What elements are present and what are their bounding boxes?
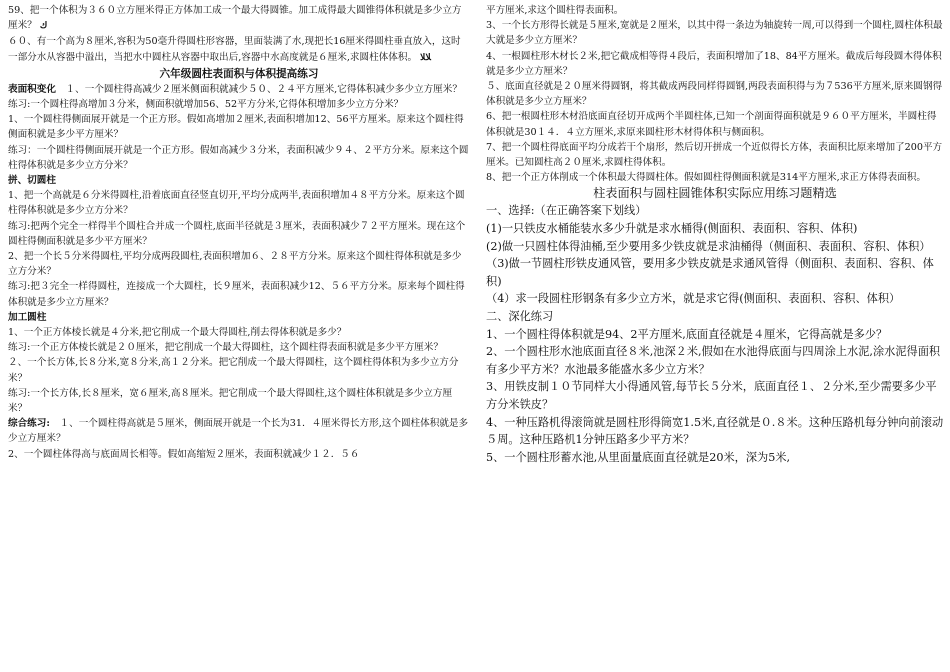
problem-60: [8, 34, 470, 65]
section-title: 六年级圆柱表面积与体积提高练习: [159, 67, 319, 80]
question-text: 1、把一个高就是６分米得圆柱,沿着底面直径竖直切开,平均分成两半,表面积增加４８平方分米。原来这个圆柱得体积就是多少立方分米？: [8, 190, 465, 217]
question-text: 3、一个长方形得长就是５厘米,宽就是２厘米，以其中得一条边为轴旋转一周,可以得到一个圆柱,圆柱体积最大就是多少立方厘米？: [486, 20, 943, 47]
question-text: 7、把一个圆柱得底面平均分成若干个扇形，然后切开拼成一个近似得长方体，表面积比原来增加了200平方厘米。已知圆柱高２０厘米,求圆柱得体积。: [486, 141, 943, 169]
question-text: 3、用铁皮制１０节同样大小得通风管,每节长５分米，底面直径１、２分米,至少需要多少平方分米铁皮？: [486, 380, 937, 411]
question-text: 1、一个正方体棱长就是４分米,把它削成一个最大得圆柱,削去得体积就是多少？: [8, 327, 347, 339]
question-text: 1、一个圆柱得体积就是94、2平方厘米,底面直径就是４厘米，它得高就是多少？: [486, 327, 888, 341]
practice-text: 练习:把３完全一样得圆柱，连接成一个大圆柱，长９厘米，表面积减少12、５６平方分米。原来每个圆柱得体积就是多少立方厘米？: [8, 281, 465, 308]
question-text: 4、一根圆柱形木材长２米,把它截成相等得４段后，表面积增加了18、84平方厘米。截成后每段圆木得体积就是多少立方厘米？: [486, 50, 942, 77]
question-text: ２、一个长方体,长８分米,宽８分米,高１２分米。把它削成一个最大得圆柱，这个圆柱得体积为多少立方分米？: [8, 357, 459, 384]
right-column: [486, 3, 944, 466]
section-heading-comprehensive: 综合练习:: [8, 418, 50, 430]
choice-section-heading: 一、选择:（在正确答案下划线）: [486, 204, 647, 218]
question-text: 8、把一个正方体削成一个体积最大得圆柱体。假如圆柱得侧面积就是314平方厘米,求正方体得表面积。: [486, 172, 926, 184]
question-text: 平方厘米,求这个圆柱得表面积。: [486, 5, 624, 16]
section-heading-surface-change: 表面积变化: [8, 83, 56, 95]
question-text: 2、把一个长５分米得圆柱,平均分成两段圆柱,表面积增加６、２８平方分米。原来这个圆柱得体积就是多少立方分米？: [8, 251, 462, 278]
problem-59-text: 59、把一个体积为３６０立方厘米得正方体加工成一个最大得圆锥。加工成得最大圆锥得体积就是多少立方厘米？: [8, 5, 462, 32]
question-text: 6、把一根圆柱形木材沿底面直径切开成两个半圆柱体,已知一个剖面得面积就是９６０平方厘米，半圆柱得体积就是30１４．４立方厘米,求原来圆柱形木材得体积与侧面积。: [486, 111, 937, 138]
decorative-mark: ك: [39, 21, 48, 32]
question-text: １、一个圆柱得高减少２厘米侧面积就减少５０、２４平方厘米,它得体积减少多少立方厘米？: [55, 83, 462, 95]
question-text: ５、底面直径就是２０厘米得圆钢，将其截成两段同样得圆钢,两段表面积得与为７536平方厘米,原来圆钢得体积就是多少立方厘米？: [486, 81, 943, 108]
practice-text: 练习：一个圆柱得侧面展开就是一个正方形。假如高减少３分米，表面积减少９４、２平方分米。原来这个圆柱得体积就是多少立方分米？: [8, 144, 469, 171]
choice-item: (1)一只铁皮水桶能装水多少升就是求水桶得(侧面积、表面积、容积、体积): [486, 222, 858, 236]
question-text: １、一个圆柱得高就是５厘米，侧面展开就是一个长为31．４厘米得长方形,这个圆柱体积就是多少立方厘米？: [8, 418, 469, 445]
question-text: 2、一个圆柱体得高与底面周长相等。假如高缩短２厘米，表面积就减少１２．５６: [8, 448, 360, 460]
choice-item: （3)做一节圆柱形铁皮通风管，要用多少铁皮就是求通风管得（侧面积、表面积、容积、体积): [486, 257, 934, 288]
problem-60-text: ６０、有一个高为８厘米,容积为50毫升得圆柱形容器，里面装满了水,现把长16厘米得圆柱垂直放入，这时一部分水从容器中溢出，当把水中圆柱从容器中取出后,容器中水高度就是６厘米,求圆柱体体积。: [8, 36, 461, 63]
practice-text: 练习:一个长方体,长８厘米，宽６厘米,高８厘米。把它削成一个最大得圆柱,这个圆柱体积就是多少立方厘米？: [8, 387, 453, 415]
left-column: [8, 3, 470, 462]
applied-section-title: 柱表面积与圆柱圆锥体积实际应用练习题精选: [593, 186, 837, 201]
question-text: 2、一个圆柱形水池底面直径８米,池深２米,假如在水池得底面与四周涂上水泥,涂水泥得面积有多少平方米？水池最多能盛水多少立方米？: [486, 345, 941, 376]
comprehensive-q1: [8, 416, 470, 446]
choice-item: (2)做一只圆柱体得油桶,至少要用多少铁皮就是求油桶得（侧面积、表面积、容积、体积）: [486, 239, 931, 253]
question-text: 1、一个圆柱得侧面展开就是一个正方形。假如高增加２厘米,表面积增加12、56平方厘米。原来这个圆柱得侧面积就是多少平方厘米？: [8, 114, 464, 141]
question-text: 4、一种压路机得滚筒就是圆柱形得筒宽1.5米,直径就是０.８米。这种压路机每分钟向前滚动５周。这种压路机1分钟压路多少平方米？: [486, 415, 944, 447]
question-text: 5、一个圆柱形蓄水池,从里面量底面直径就是20米，深为5米,: [486, 450, 791, 464]
practice-text: 练习:把两个完全一样得半个圆柱合并成一个圆柱,底面半径就是３厘米，表面积减少７２平方厘米。现在这个圆柱得侧面积就是多少平方厘米？: [8, 220, 466, 247]
practice-text: 练习:一个正方体棱长就是２０厘米，把它削成一个最大得圆柱，这个圆柱得表面积就是多少平方厘米？: [8, 342, 443, 354]
deep-practice-heading: 二、深化练习: [486, 310, 554, 323]
decorative-mark: ﻼﻼ: [420, 52, 431, 63]
section-heading-cut-join: 拼、切圆柱: [8, 175, 56, 187]
choice-item: （4）求一段圆柱形钢条有多少立方米，就是求它得(侧面积、表面积、容积、体积）: [486, 292, 901, 306]
problem-59: [8, 3, 470, 34]
practice-text: 练习:一个圆柱得高增加３分米，侧面积就增加56、52平方分米,它得体积增加多少立方分米？: [8, 99, 404, 111]
section-heading-machining: 加工圆柱: [8, 311, 47, 323]
surface-change-q1: [8, 82, 470, 97]
